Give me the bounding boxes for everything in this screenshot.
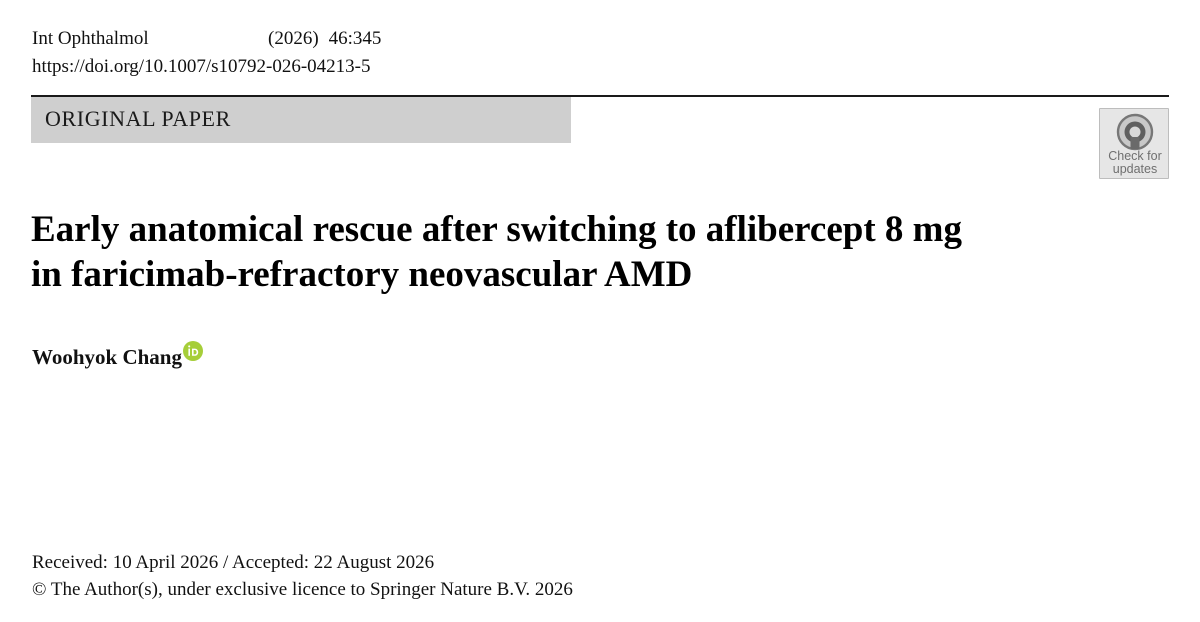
publication-year: (2026)	[268, 28, 319, 49]
received-label: Received:	[32, 552, 108, 573]
volume-article-number: 46:345	[328, 28, 382, 49]
journal-name: Int Ophthalmol	[32, 28, 149, 49]
author-list	[32, 341, 203, 370]
accepted-date: 22 August 2026	[313, 552, 435, 573]
article-title-line-2: in faricimab-refractory neovascular AMD	[31, 254, 693, 295]
check-for-updates-label	[1100, 150, 1170, 176]
date-separator: /	[223, 552, 229, 573]
doi-link[interactable]: https://doi.org/10.1007/s10792-026-04213-5	[32, 56, 371, 77]
check-for-updates-line-1: Check for	[1108, 149, 1162, 163]
check-for-updates-line-2: updates	[1112, 162, 1158, 176]
journal-citation	[32, 27, 381, 51]
article-type-banner	[31, 97, 571, 143]
author-name[interactable]: Woohyok Chang	[32, 345, 182, 369]
accepted-label: Accepted:	[232, 552, 310, 573]
article-title	[31, 207, 962, 297]
article-type-label: ORIGINAL PAPER	[45, 106, 231, 131]
article-dates	[32, 551, 434, 575]
article-title-line-1: Early anatomical rescue after switching to aflibercept 8 mg	[31, 209, 962, 250]
copyright-notice: © The Author(s), under exclusive licence to Springer Nature B.V. 2026	[32, 579, 573, 600]
orcid-icon[interactable]	[183, 341, 203, 361]
check-for-updates-icon	[1116, 113, 1154, 151]
received-date: 10 April 2026	[112, 552, 219, 573]
check-for-updates-button[interactable]	[1099, 108, 1169, 179]
